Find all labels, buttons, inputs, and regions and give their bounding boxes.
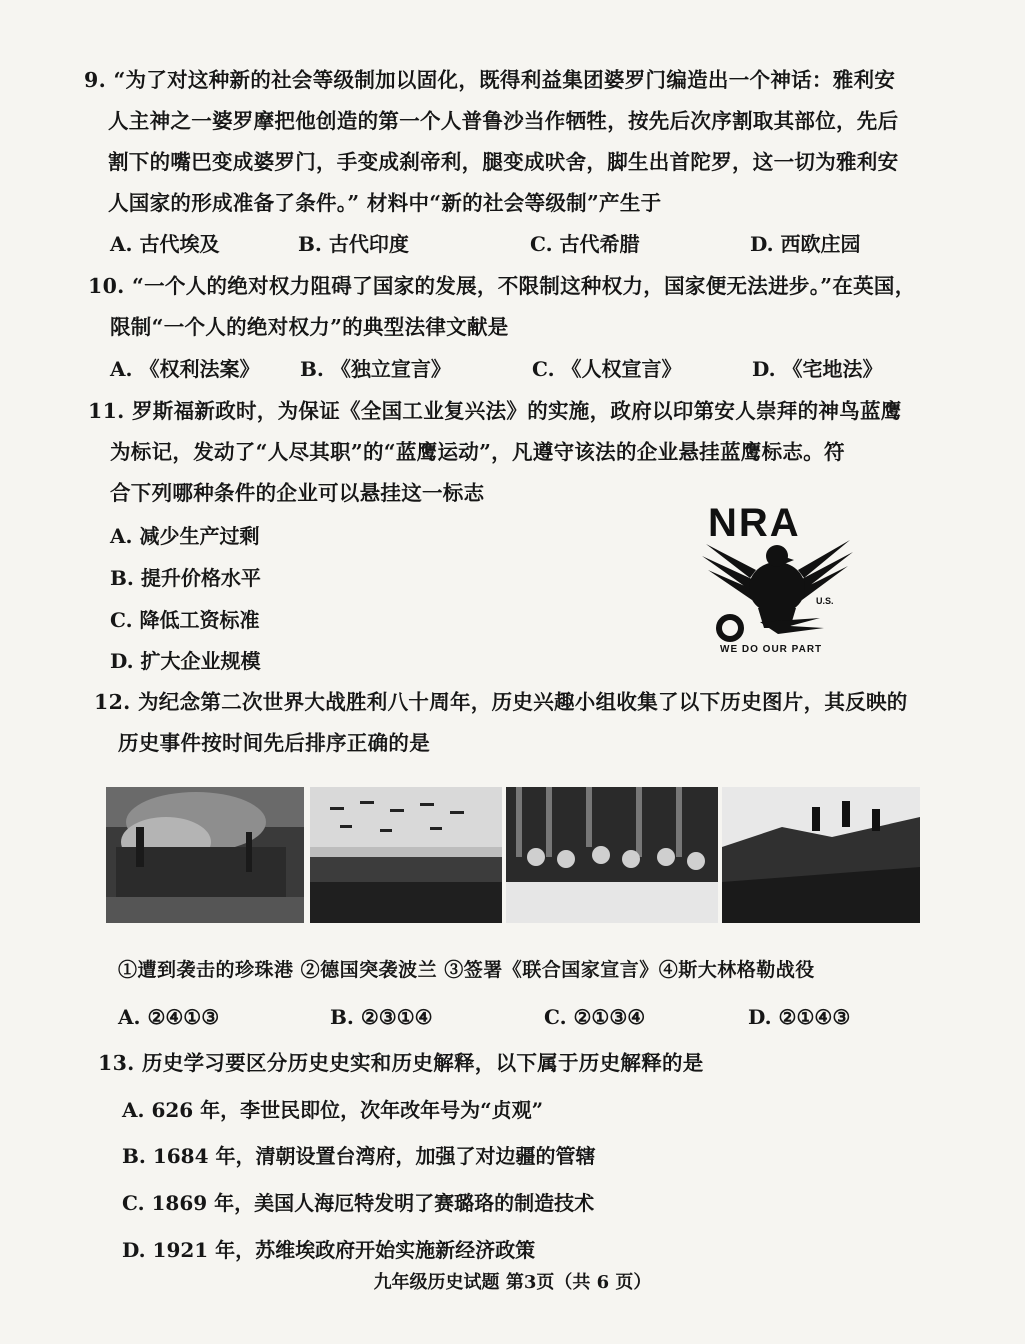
nra-small-label: U.S. [816, 596, 834, 606]
photo-declaration-signing [506, 787, 718, 923]
q11-option-b: B. 提升价格水平 [110, 566, 261, 590]
q12-line-2: 历史事件按时间先后排序正确的是 [118, 731, 430, 755]
nra-motto: WE DO OUR PART [720, 644, 823, 655]
q13-line-1: 13. 历史学习要区分历史史实和历史解释，以下属于历史解释的是 [98, 1051, 704, 1075]
photo-germany-invades-poland [310, 787, 502, 923]
photo-stalingrad-battle [722, 787, 920, 923]
q9-line-4: 人国家的形成准备了条件。” 材料中“新的社会等级制”产生于 [108, 191, 662, 215]
q11-option-d: D. 扩大企业规模 [110, 649, 261, 673]
nra-title: NRA [708, 501, 801, 545]
q9-option-c: C. 古代希腊 [530, 232, 640, 256]
q12-line-1: 12. 为纪念第二次世界大战胜利八十周年，历史兴趣小组收集了以下历史图片，其反映的 [94, 690, 908, 714]
q11-line-1: 11. 罗斯福新政时，为保证《全国工业复兴法》的实施，政府以印第安人崇拜的神鸟蓝鹰 [88, 399, 902, 423]
q12-photo-captions: ①遭到袭击的珍珠港 ②德国突袭波兰 ③签署《联合国家宣言》④斯大林格勒战役 [118, 959, 815, 981]
q13-option-b: B. 1684 年，清朝设置台湾府，加强了对边疆的管辖 [122, 1144, 596, 1168]
q10-option-b: B. 《独立宣言》 [300, 357, 451, 381]
q11-line-3: 合下列哪种条件的企业可以悬挂这一标志 [110, 481, 485, 505]
q12-option-a: A. ②④①③ [118, 1005, 220, 1029]
q9-option-a: A. 古代埃及 [110, 232, 220, 256]
q12-option-b: B. ②③①④ [330, 1005, 433, 1029]
q13-option-c: C. 1869 年，美国人海厄特发明了赛璐珞的制造技术 [122, 1191, 595, 1215]
q11-option-c: C. 降低工资标准 [110, 608, 260, 632]
q10-option-d: D. 《宅地法》 [752, 357, 883, 381]
q9-option-b: B. 古代印度 [298, 232, 409, 256]
q10-option-c: C. 《人权宣言》 [532, 357, 682, 381]
q13-option-d: D. 1921 年，苏维埃政府开始实施新经济政策 [122, 1238, 536, 1262]
q10-line-2: 限制“一个人的绝对权力”的典型法律文献是 [110, 315, 509, 339]
q11-line-2: 为标记，发动了“人尽其职”的“蓝鹰运动”，凡遵守该法的企业悬挂蓝鹰标志。符 [110, 440, 845, 464]
eagle-icon [700, 500, 855, 660]
q12-option-c: C. ②①③④ [544, 1005, 646, 1029]
q11-option-a: A. 减少生产过剩 [110, 524, 260, 548]
q10-line-1: 10. “一个人的绝对权力阻碍了国家的发展，不限制这种权力，国家便无法进步。”在英国， [88, 274, 916, 298]
q12-option-d: D. ②①④③ [748, 1005, 851, 1029]
q9-line-3: 割下的嘴巴变成婆罗门，手变成刹帝利，腿变成吠舍，脚生出首陀罗，这一切为雅利安 [108, 150, 899, 174]
nra-blue-eagle-logo [700, 500, 855, 660]
q9-line-2: 人主神之一婆罗摩把他创造的第一个人普鲁沙当作牺牲，按先后次序割取其部位，先后 [108, 109, 899, 133]
q13-option-a: A. 626 年，李世民即位，次年改年号为“贞观” [122, 1098, 544, 1122]
page-footer: 九年级历史试题 第3页（共 6 页） [373, 1272, 652, 1293]
q10-option-a: A. 《权利法案》 [110, 357, 260, 381]
q9-option-d: D. 西欧庄园 [750, 232, 861, 256]
q9-line-1: 9. “为了对这种新的社会等级制加以固化，既得利益集团婆罗门编造出一个神话：雅利安 [84, 68, 896, 92]
photo-pearl-harbor [106, 787, 304, 923]
